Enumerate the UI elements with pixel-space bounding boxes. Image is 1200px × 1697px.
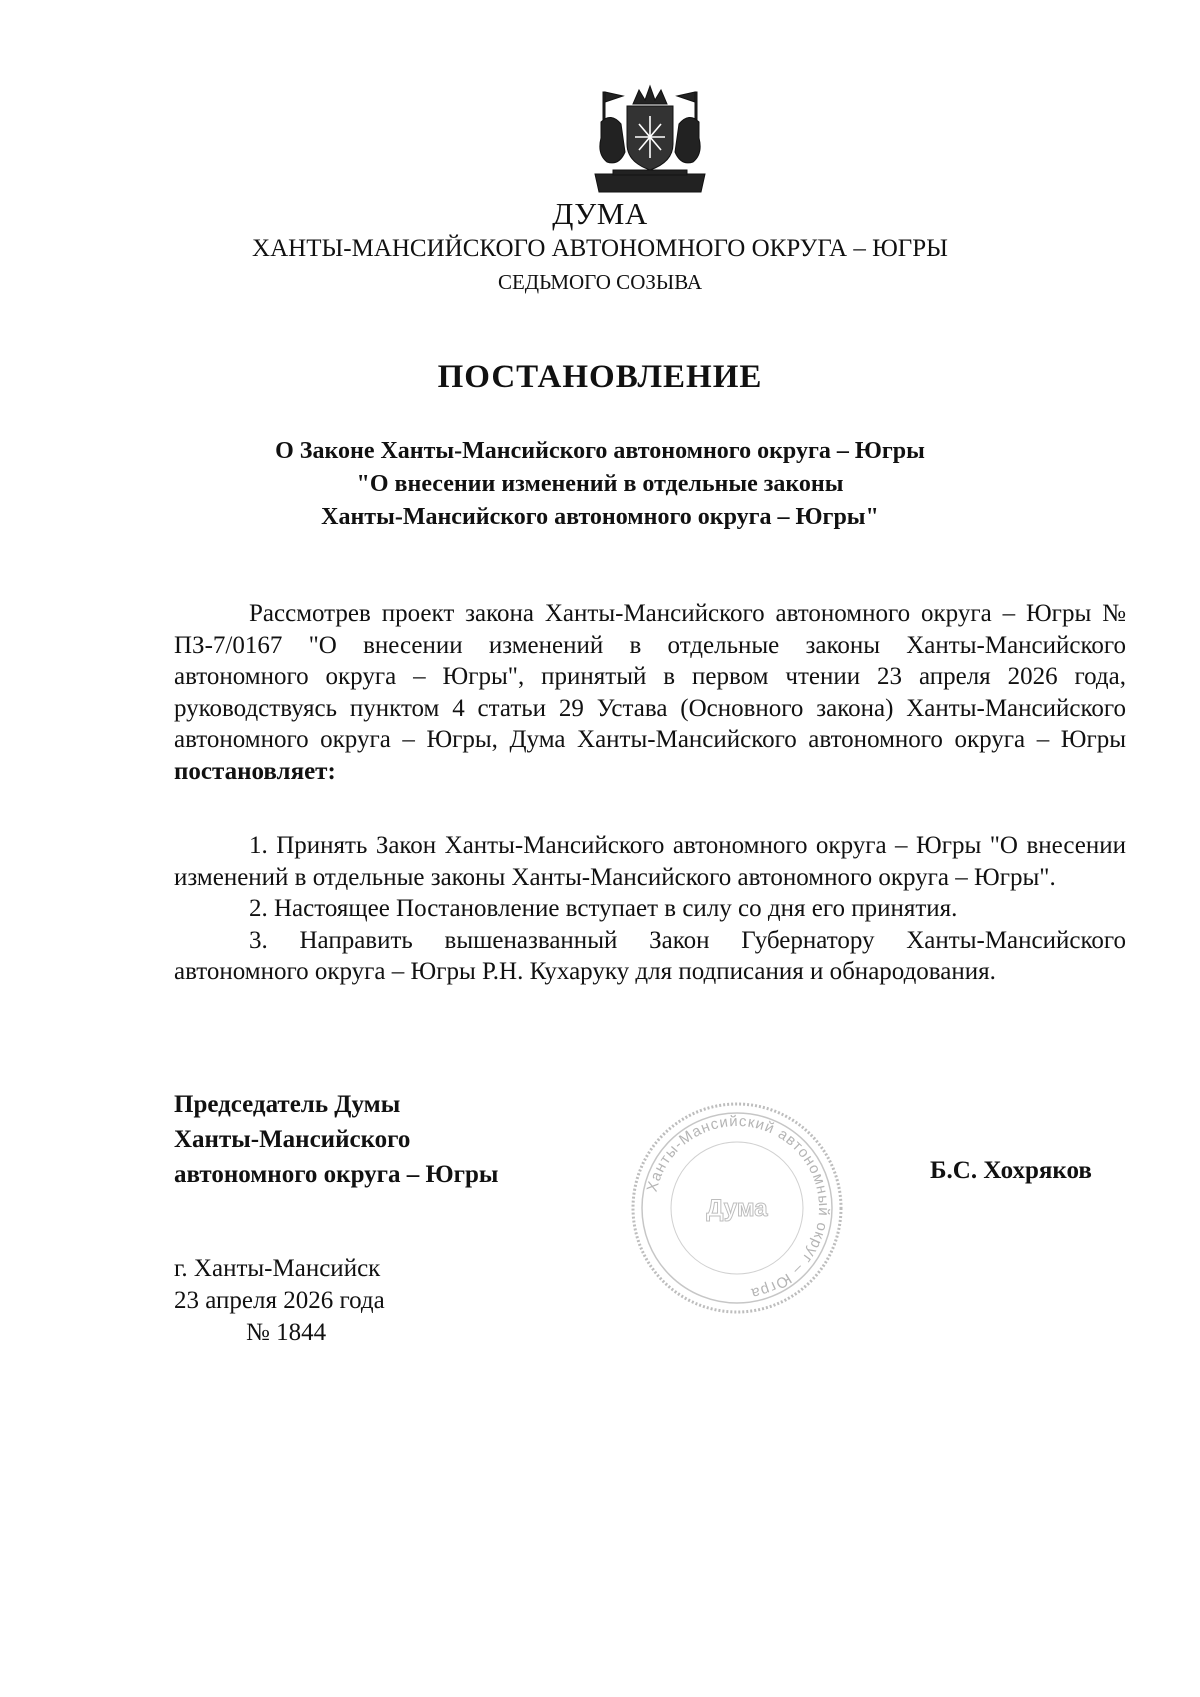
stamp-outer-text: Ханты-Мансийский автономный округ – Югра (643, 1112, 833, 1302)
coat-of-arms-icon (593, 82, 707, 194)
resolution-items (174, 830, 1126, 988)
signer-position-line3: автономного округа – Югры (174, 1161, 499, 1188)
org-name-line2: ХАНТЫ-МАНСИЙСКОГО АВТОНОМНОГО ОКРУГА – ЮГРЫ (252, 235, 948, 262)
subject-line-3: Ханты-Мансийского автономного округа – Югры" (321, 504, 879, 530)
official-stamp (627, 1098, 847, 1318)
document-type-title: ПОСТАНОВЛЕНИЕ (437, 359, 763, 395)
signer-name: Б.С. Хохряков (930, 1157, 1092, 1184)
subject-line-2: "О внесении изменений в отдельные законы (356, 471, 844, 497)
stamp-center-text: Дума (706, 1195, 768, 1222)
signer-position (174, 1087, 498, 1192)
signer-position-line2: Ханты-Мансийского (174, 1126, 411, 1153)
document-number: № 1844 (246, 1319, 327, 1346)
subject-line-1: О Законе Ханты-Мансийского автономного округа – Югры (275, 438, 925, 464)
place: г. Ханты-Мансийск (174, 1255, 381, 1282)
preamble-paragraph (174, 598, 1126, 787)
date: 23 апреля 2026 года (174, 1287, 385, 1314)
resolves-keyword: постановляет: (174, 757, 336, 785)
org-name-line1: ДУМА (552, 196, 648, 231)
resolution-item-2: 2. Настоящее Постановление вступает в силу со дня его принятия. (249, 895, 958, 922)
document-subject (150, 435, 1050, 534)
place-date-block (174, 1253, 385, 1349)
org-convocation: СЕДЬМОГО СОЗЫВА (497, 270, 703, 294)
resolution-item-1: 1. Принять Закон Ханты-Мансийского автономного округа – Югры "О внесении изменений в отдельные законы Ханты-Мансийского автономного округа – Югры". (174, 832, 1126, 891)
signer-position-line1: Председатель Думы (174, 1091, 401, 1118)
preamble-text: Рассмотрев проект закона Ханты-Мансийского автономного округа – Югры № ПЗ-7/0167 "О внесении изменений в отдельные законы Ханты-Мансийского автономного округа – Югры", принятый в первом чтении 23 апреля 2026 года, руководствуясь пунктом 4 статьи 29 Устава (Основного закона) Ханты-Мансийского автономного округа – Югры, Дума Ханты-Мансийского автономного округа – Югры (174, 600, 1126, 753)
resolution-item-3: 3. Направить вышеназванный Закон Губернатору Ханты-Мансийского автономного округа – Югры Р.Н. Кухаруку для подписания и обнародования. (174, 926, 1126, 985)
